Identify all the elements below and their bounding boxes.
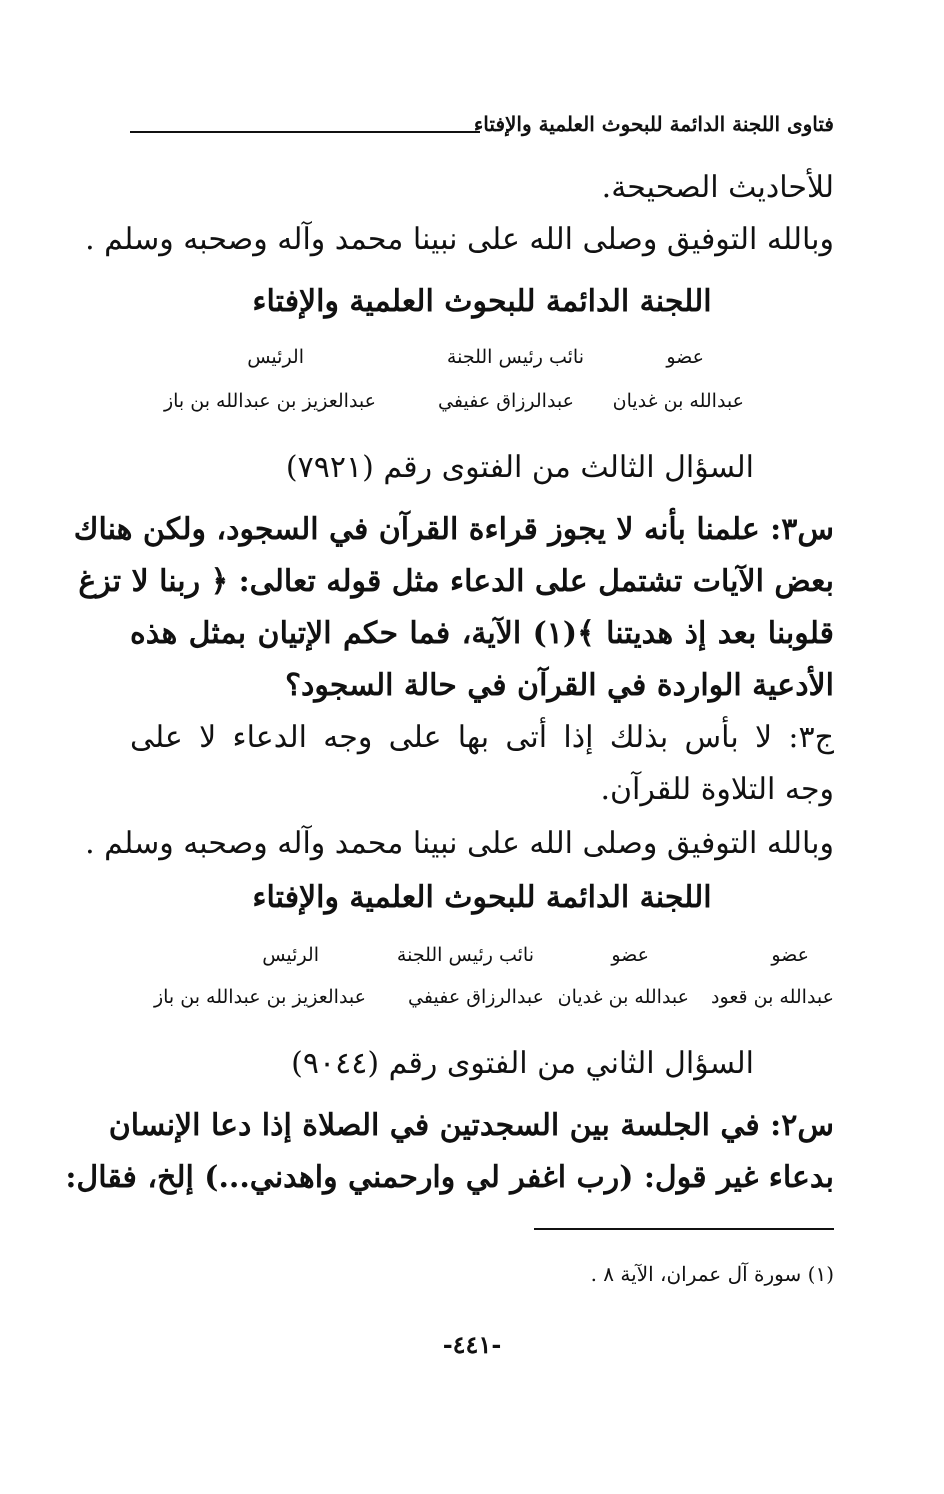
name-member-2: عبدالله بن غديان xyxy=(557,986,689,1008)
name-member-1: عبدالله بن قعود xyxy=(711,986,834,1008)
name-deputy: عبدالرزاق عفيفي xyxy=(438,390,574,412)
role-deputy: نائب رئيس اللجنة xyxy=(396,944,534,966)
signature-names-row xyxy=(0,390,944,424)
name-member: عبدالله بن غديان xyxy=(612,390,744,412)
role-head: الرئيس xyxy=(262,944,319,966)
header-title: فتاوى اللجنة الدائمة للبحوث العلمية والإفتاء xyxy=(473,112,834,136)
committee-name: اللجنة الدائمة للبحوث العلمية والإفتاء xyxy=(252,284,712,319)
name-head: عبدالعزيز بن عبدالله بن باز xyxy=(153,986,366,1008)
answer-line: وجه التلاوة للقرآن. xyxy=(600,772,834,807)
signature-roles-row xyxy=(0,346,944,380)
fatwa-heading: السؤال الثالث من الفتوى رقم (٧٩٢١) xyxy=(285,450,754,485)
name-head: عبدالعزيز بن عبدالله بن باز xyxy=(163,390,376,412)
closing-formula: وبالله التوفيق وصلى الله على نبينا محمد وآله وصحبه وسلم . xyxy=(85,222,834,257)
answer-line: ج٣: لا بأس بذلك إذا أتى بها على وجه الدعاء لا على xyxy=(130,720,834,755)
question-line: س٢: في الجلسة بين السجدتين في الصلاة إذا دعا الإنسان xyxy=(108,1108,834,1143)
name-deputy: عبدالرزاق عفيفي xyxy=(408,986,544,1008)
role-deputy: نائب رئيس اللجنة xyxy=(446,346,584,368)
fatwa-heading: السؤال الثاني من الفتوى رقم (٩٠٤٤) xyxy=(291,1046,754,1081)
committee-name: اللجنة الدائمة للبحوث العلمية والإفتاء xyxy=(252,880,712,915)
question-line: بدعاء غير قول: (رب اغفر لي وارحمني واهدني...) إلخ، فقال: xyxy=(65,1160,834,1195)
footnote: (١) سورة آل عمران، الآية ٨ . xyxy=(590,1262,834,1286)
header-rule xyxy=(130,131,480,133)
footnote-divider xyxy=(534,1228,834,1230)
closing-formula: وبالله التوفيق وصلى الله على نبينا محمد وآله وصحبه وسلم . xyxy=(85,826,834,861)
text-line: للأحاديث الصحيحة. xyxy=(601,170,834,205)
running-header xyxy=(130,112,834,142)
question-line: الأدعية الواردة في القرآن في حالة السجود؟ xyxy=(285,668,834,703)
question-line: قلوبنا بعد إذ هديتنا ﴾(١) الآية، فما حكم الإتيان بمثل هذه xyxy=(130,616,835,651)
role-head: الرئيس xyxy=(247,346,304,368)
role-member-1: عضو xyxy=(771,944,809,966)
question-line: بعض الآيات تشتمل على الدعاء مثل قوله تعالى: ﴿ ربنا لا تزغ xyxy=(78,564,834,599)
question-line: س٣: علمنا بأنه لا يجوز قراءة القرآن في السجود، ولكن هناك xyxy=(73,512,834,547)
signature-roles-row xyxy=(0,944,944,978)
signature-names-row xyxy=(0,986,944,1020)
role-member: عضو xyxy=(666,346,704,368)
role-member-2: عضو xyxy=(611,944,649,966)
page-number: -٤٤١- xyxy=(442,1330,502,1359)
